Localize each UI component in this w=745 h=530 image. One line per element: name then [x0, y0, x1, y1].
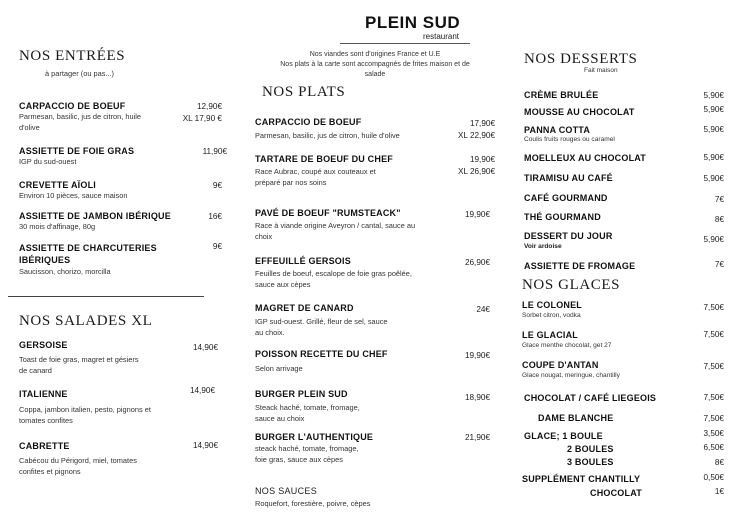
menu-item: [255, 432, 455, 465]
item-price: 14,90€: [189, 386, 215, 395]
item-price: 18,90€: [464, 393, 490, 402]
sauces-title: NOS SAUCES: [255, 486, 318, 496]
item-desc: tomates confites: [19, 416, 73, 425]
item-name: GERSOISE: [19, 340, 68, 350]
intro-note: [255, 50, 495, 80]
item-price: 19,90€: [469, 155, 495, 164]
item-name: BURGER PLEIN SUD: [255, 389, 348, 399]
menu-item: [19, 340, 189, 376]
item-name: BURGER L'AUTHENTIQUE: [255, 432, 374, 442]
menu-item: [255, 208, 455, 242]
item-name: LE COLONEL: [522, 300, 582, 310]
item-name: ASSIETTE DE CHARCUTERIES: [19, 243, 157, 253]
section-divider: [8, 296, 204, 297]
item-price: 7,50€: [703, 414, 724, 423]
item-price: 5,90€: [703, 125, 724, 134]
menu-item: [524, 125, 615, 145]
item-desc: 30 mois d'affinage, 80g: [19, 222, 96, 231]
item-desc: Saucisson, chorizo, morcilla: [19, 267, 111, 276]
item-price: 21,90€: [464, 433, 490, 442]
item-desc: Glace menthe chocolat, get 27: [522, 342, 612, 349]
item-desc: Race Aubrac, coupé aux couteaux et: [255, 167, 376, 176]
menu-item: [255, 389, 455, 424]
supplement-label: SUPPLÉMENT CHANTILLY: [522, 474, 641, 484]
item-price: 7,50€: [703, 362, 724, 371]
menu-item: [255, 303, 455, 338]
item-desc: préparé par nos soins: [255, 178, 327, 187]
item-price: 12,90€: [196, 102, 222, 111]
restaurant-subtitle: restaurant: [423, 32, 460, 41]
item-price: 5,90€: [703, 105, 724, 114]
item-name: ASSIETTE DE JAMBON IBÉRIQUE: [19, 211, 171, 221]
item-price: 26,90€: [464, 258, 490, 267]
item-price: 14,90€: [192, 343, 218, 352]
menu-item: [255, 349, 455, 374]
item-desc: confites et pignons: [19, 467, 81, 476]
item-name: CHOCOLAT / CAFÉ LIEGEOIS: [524, 393, 657, 403]
item-desc: foie gras, sauce aux cèpes: [255, 455, 343, 464]
item-price: 7,50€: [703, 303, 724, 312]
item-desc: Sorbet citron, vodka: [522, 312, 581, 319]
intro-line: Nos plats à la carte sont accompagnés de frites maison et de: [280, 61, 470, 68]
intro-line: Nos viandes sont d'origines France et U.E: [309, 51, 441, 58]
item-name: MOUSSE AU CHOCOLAT: [524, 107, 635, 117]
item-desc: IGP du sud-ouest: [19, 157, 77, 166]
item-desc: Race à viande origine Aveyron / cantal, sauce au: [255, 221, 416, 230]
item-name: CRÈME BRULÉE: [524, 90, 599, 100]
item-name: THÉ GOURMAND: [524, 212, 601, 222]
item-name: ASSIETTE DE FOIE GRAS: [19, 146, 135, 156]
menu-item: [255, 117, 455, 141]
salades-title: NOS SALADES XL: [19, 313, 153, 329]
item-price: 5,90€: [703, 91, 724, 100]
menu-item: [522, 330, 611, 349]
item-price: 11,90€: [202, 147, 227, 156]
menu-item: [255, 256, 455, 290]
item-name: CARPACCIO DE BOEUF: [19, 101, 126, 111]
item-price: 24€: [476, 305, 490, 314]
item-price-xl: XL 17,90 €: [182, 114, 222, 123]
item-desc: au choix.: [255, 328, 285, 337]
item-name: POISSON RECETTE DU CHEF: [255, 349, 388, 359]
item-price: 19,90€: [464, 351, 490, 360]
item-desc: Coulis fruits rouges ou caramel: [524, 136, 615, 143]
item-desc: IGP sud-ouest. Grillé, fleur de sel, sauce: [255, 317, 388, 326]
glaces-title: NOS GLACES: [522, 277, 621, 293]
item-name: TIRAMISU AU CAFÉ: [524, 173, 613, 183]
item-price: 0,50€: [703, 473, 724, 482]
item-price: 7€: [714, 195, 724, 204]
item-price: 3,50€: [703, 429, 724, 438]
menu-item: [19, 389, 189, 426]
item-desc: Parmesan, basilic, jus de citron, huile: [19, 112, 142, 121]
item-desc: Cabécou du Périgord, miel, tomates: [19, 456, 137, 465]
item-name: CABRETTE: [19, 441, 70, 451]
item-name: ITALIENNE: [19, 389, 68, 399]
item-desc: Parmesan, basilic, jus de citron, huile d'olive: [255, 131, 400, 140]
item-price-xl: XL 22,90€: [457, 131, 495, 140]
item-price: 6,50€: [703, 443, 724, 452]
item-desc: steack haché, tomate, fromage,: [255, 444, 359, 453]
item-name: CREVETTE AÏOLI: [19, 180, 96, 190]
item-price: 17,90€: [469, 119, 495, 128]
restaurant-title: PLEIN SUD: [365, 13, 461, 32]
item-price: 8€: [714, 215, 724, 224]
item-name: EFFEUILLÉ GERSOIS: [255, 256, 351, 266]
item-name: LE GLACIAL: [522, 330, 578, 340]
item-price: 19,90€: [464, 210, 490, 219]
menu-item: [524, 231, 613, 252]
entrees-title: NOS ENTRÉES: [19, 48, 126, 64]
boule-label: 2 BOULES: [567, 444, 614, 454]
boule-label: 3 BOULES: [567, 457, 614, 467]
item-price: 1€: [714, 487, 724, 496]
item-name: MAGRET DE CANARD: [255, 303, 354, 313]
item-desc: d'olive: [19, 123, 40, 132]
intro-line: salade: [364, 71, 386, 78]
sauces-list: Roquefort, forestière, poivre, cèpes: [255, 499, 371, 508]
item-desc: sauce aux cèpes: [255, 280, 311, 289]
item-name: CARPACCIO DE BOEUF: [255, 117, 362, 127]
item-name: MOELLEUX AU CHOCOLAT: [524, 153, 646, 163]
item-price: 7,50€: [703, 393, 724, 402]
sauces-block: [255, 486, 475, 509]
item-name: PANNA COTTA: [524, 125, 591, 135]
desserts-subtitle: Fait maison: [584, 67, 618, 74]
plats-title: NOS PLATS: [262, 84, 346, 100]
item-price: 7,50€: [703, 330, 724, 339]
title-underline: [340, 43, 470, 44]
item-price: 5,90€: [703, 174, 724, 183]
item-desc: choix: [255, 232, 273, 241]
item-desc: sauce au choix: [255, 414, 305, 423]
item-name: DAME BLANCHE: [538, 413, 614, 423]
item-price: 7€: [714, 260, 724, 269]
item-price: 14,90€: [192, 441, 218, 450]
item-name: DESSERT DU JOUR: [524, 231, 613, 241]
item-desc: Glace nougat, meringue, chantilly: [522, 372, 620, 379]
item-price: 5,90€: [703, 153, 724, 162]
item-desc: Toast de foie gras, magret et gésiers: [19, 355, 139, 364]
item-desc: Voir ardoise: [524, 243, 562, 250]
item-price: 8€: [714, 458, 724, 467]
item-desc: Steack haché, tomate, fromage,: [255, 403, 360, 412]
menu-item: [19, 441, 189, 477]
item-name: COUPE D'ANTAN: [522, 360, 599, 370]
item-price: 5,90€: [703, 235, 724, 244]
menu-item: [255, 154, 455, 188]
item-name: TARTARE DE BOEUF DU CHEF: [255, 154, 393, 164]
supplement-label: CHOCOLAT: [590, 488, 642, 498]
item-name: PAVÉ DE BOEUF "RUMSTEACK": [255, 208, 401, 218]
item-desc: Selon arrivage: [255, 364, 303, 373]
item-name: CAFÉ GOURMAND: [524, 193, 608, 203]
item-price: 16€: [208, 212, 222, 221]
item-price: 9€: [212, 181, 222, 190]
item-desc: Coppa, jambon italien, pesto, pignons et: [19, 405, 151, 414]
item-desc: Feuilles de boeuf, escalope de foie gras poêlée,: [255, 269, 412, 278]
menu-item: [522, 300, 582, 319]
menu-item: [522, 360, 620, 379]
item-desc: de canard: [19, 366, 52, 375]
entrees-subtitle: à partager (ou pas...): [45, 69, 115, 78]
item-name: IBÉRIQUES: [19, 255, 71, 265]
item-price: 9€: [212, 242, 222, 251]
item-name: ASSIETTE DE FROMAGE: [524, 261, 636, 271]
item-desc: Environ 10 pièces, sauce maison: [19, 191, 128, 200]
item-price-xl: XL 26,90€: [457, 167, 495, 176]
desserts-title: NOS DESSERTS: [524, 51, 638, 67]
boule-label: GLACE; 1 BOULE: [524, 431, 603, 441]
